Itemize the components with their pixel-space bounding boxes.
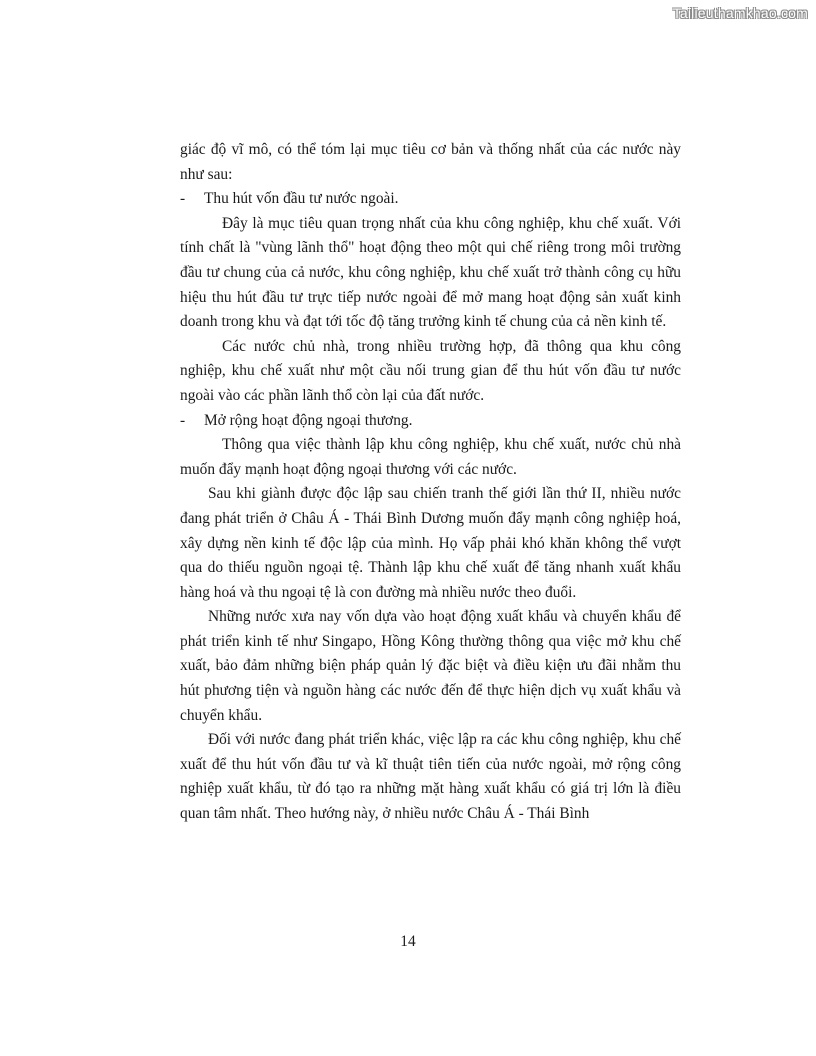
paragraph-post-war: Sau khi giành được độc lập sau chiến tranh thế giới lần thứ II, nhiều nước đang phát triển ở Châu Á - Thái Bình Dương muốn đẩy mạnh công nghiệp hoá, xây dựng nền kinh tế độc lập của mình. Họ vấp phải khó khăn không thể vượt qua do thiếu nguồn ngoại tệ. Thành lập khu chế xuất để tăng nhanh xuất khẩu hàng hoá và thu ngoại tệ là con đường mà nhiều nước theo đuổi.	[180, 485, 681, 601]
page-number: 14	[400, 933, 416, 950]
bullet-item-label: Thu hút vốn đầu tư nước ngoài.	[204, 190, 399, 208]
watermark-text: Tailieuthamkhao.com	[672, 5, 808, 21]
bullet-dash: -	[180, 190, 186, 208]
bullet-item-attract-investment	[180, 187, 681, 212]
bullet-dash: -	[180, 411, 186, 429]
paragraph-trade-intro: Thông qua việc thành lập khu công nghiệp, khu chế xuất, nước chủ nhà muốn đẩy mạnh hoạt động ngoại thương với các nước.	[180, 436, 681, 478]
document-body	[180, 138, 681, 827]
paragraph-intro: giác độ vĩ mô, có thể tóm lại mục tiêu cơ bản và thống nhất của các nước này như sau:	[180, 141, 681, 183]
bullet-item-expand-trade	[180, 409, 681, 434]
paragraph-host-countries: Các nước chủ nhà, trong nhiều trường hợp, đã thông qua khu công nghiệp, khu chế xuất như một cầu nối trung gian để thu hút vốn đầu tư nước ngoài vào các phần lãnh thổ còn lại của đất nước.	[180, 337, 681, 404]
paragraph-developing-countries: Đối với nước đang phát triển khác, việc lập ra các khu công nghiệp, khu chế xuất để thu hút vốn đầu tư và kĩ thuật tiên tiến của nước ngoài, mở rộng công nghiệp xuất khẩu, từ đó tạo ra những mặt hàng xuất khẩu có giá trị lớn là điều quan tâm nhất. Theo hướng này, ở nhiều nước Châu Á - Thái Bình	[180, 731, 681, 823]
paragraph-investment-goal: Đây là mục tiêu quan trọng nhất của khu công nghiệp, khu chế xuất. Với tính chất là "vùng lãnh thổ" hoạt động theo một qui chế riêng trong môi trường đầu tư chung của cả nước, khu công nghiệp, khu chế xuất trở thành công cụ hữu hiệu thu hút đầu tư trực tiếp nước ngoài để mở mang hoạt động sản xuất kinh doanh trong khu và đạt tới tốc độ tăng trưởng kinh tế chung của cả nền kinh tế.	[180, 214, 681, 331]
bullet-item-label: Mở rộng hoạt động ngoại thương.	[204, 411, 413, 429]
paragraph-singapore-hongkong: Những nước xưa nay vốn dựa vào hoạt động xuất khẩu và chuyển khẩu để phát triển kinh tế như Singapo, Hồng Kông thường thông qua việc mở khu chế xuất, bảo đảm những biện pháp quản lý đặc biệt và điều kiện ưu đãi nhằm thu hút phương tiện và nguồn hàng các nước đến để thực hiện dịch vụ xuất khẩu và chuyển khẩu.	[180, 608, 681, 724]
